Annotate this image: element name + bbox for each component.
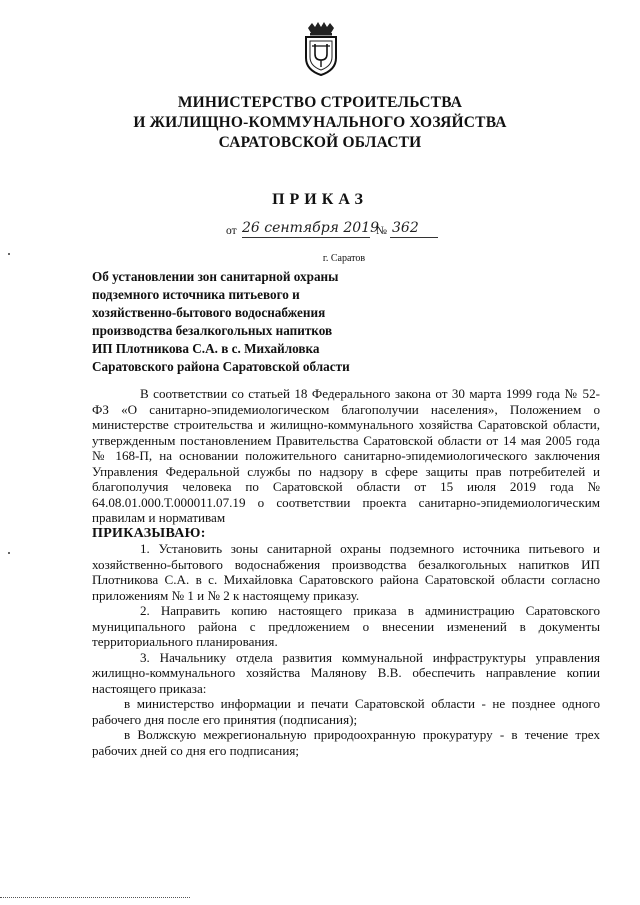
order-item-3b: в Волжскую межрегиональную природоохранную прокуратуру - в течение трех рабочих дней со дня его подписания; [92,727,600,758]
scan-mark [8,552,10,554]
order-item-1: 1. Установить зоны санитарной охраны подземного источника питьевого и хозяйственно-бытового водоснабжения производства безалкогольных напитков ИП Плотникова С.А. в с. Михайловка Саратовского района Саратовской области согласно приложениям № 1 и № 2 к настоящему приказу. [92,541,600,603]
ministry-line-1: МИНИСТЕРСТВО СТРОИТЕЛЬСТВА [177,94,463,111]
order-item-3: 3. Начальнику отдела развития коммунальной инфраструктуры управления жилищно-коммунального хозяйства Малянову В.В. обеспечить направление копии настоящего приказа: [92,649,600,696]
ministry-line-2: И ЖИЛИЩНО-КОММУНАЛЬНОГО ХОЗЯЙСТВА [133,114,507,131]
order-item-3a: в министерство информации и печати Саратовской области - не позднее одного рабочего дня после его принятия (подписания); [92,696,600,727]
city-label: г. Саратов [322,253,366,264]
coat-of-arms-emblem [304,22,338,76]
ministry-name [60,93,580,153]
scan-mark [8,253,10,255]
order-word: ПРИКАЗЫВАЮ: [92,525,206,541]
number-underline [390,237,438,238]
subject-line: производства безалкогольных напитков [92,323,333,339]
date-underline [242,237,370,238]
document-type-title: ПРИКАЗ [272,191,368,208]
order-body [92,386,600,758]
date-prefix: от [226,225,237,237]
subject-line: хозяйственно-бытового водоснабжения [92,305,326,321]
handwritten-number: 362 [392,220,419,236]
ministry-line-3: САРАТОВСКОЙ ОБЛАСТИ [218,134,422,151]
subject-line: ИП Плотникова С.А. в с. Михайловка [92,341,320,357]
subject-line: Об установлении зон санитарной охраны [92,269,339,284]
subject-line: подземного источника питьевого и [92,287,300,303]
subject-line: Саратовского района Саратовской области [92,359,350,375]
handwritten-date: 26 сентября 2019 [242,220,380,236]
page-bottom-rule [0,897,190,898]
number-prefix: № [376,225,387,237]
order-item-2: 2. Направить копию настоящего приказа в администрацию Саратовского муниципального района с предложением о внесении изменений в документы территориального планирования. [92,603,600,649]
preamble-paragraph: В соответствии со статьей 18 Федерального закона от 30 марта 1999 года № 52-ФЗ «О санитарно-эпидемиологическом благополучии населения», Положением о министерстве строительства и жилищно-коммунального хозяйства Саратовской области, утвержденным постановлением Правительства Саратовской области от 14 мая 2005 года № 168-П, на основании положительного санитарно-эпидемиологического заключения Управления Федеральной службы по надзору в сфере защиты прав потребителей и благополучия человека по Саратовской области от 15 июля 2019 года № 64.08.01.000.Т.000011.07.19 о соответствии проекта санитарно-эпидемиологическим правилам и нормативам [92,386,600,525]
order-subject [92,268,422,377]
date-number-line [226,217,456,239]
